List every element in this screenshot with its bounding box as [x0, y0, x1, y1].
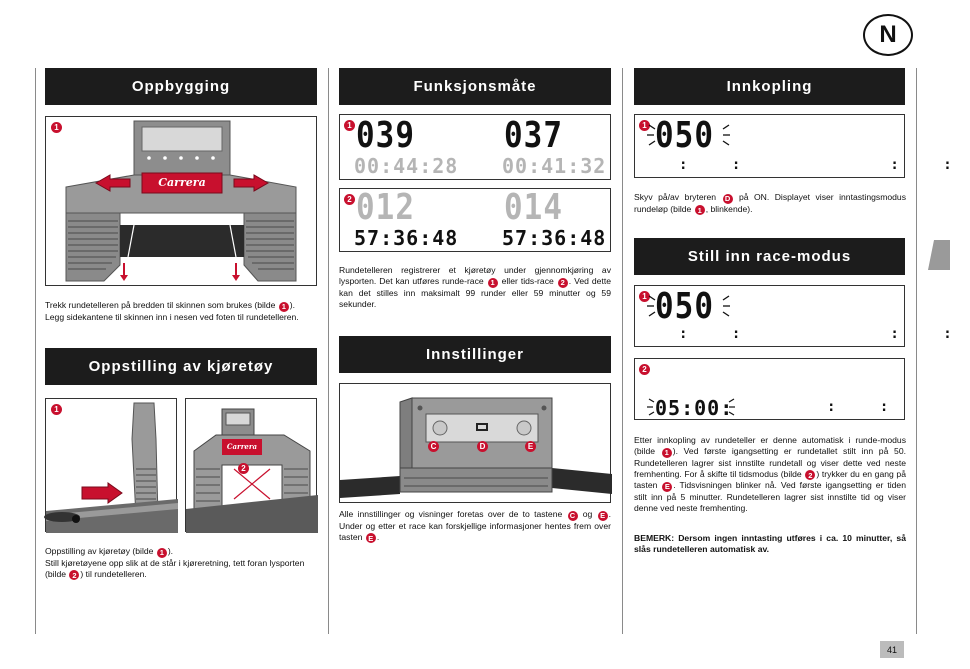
button-d-badge: D — [477, 441, 488, 452]
lap-counter-illustration — [46, 117, 318, 287]
figure-number: 1 — [51, 122, 62, 133]
display-separators: : : : : — [679, 326, 970, 342]
figure-number: 1 — [51, 404, 62, 415]
figure-number: 1 — [344, 120, 355, 131]
ref-badge: 1 — [662, 448, 672, 458]
time-right: 57:36:48 — [502, 226, 607, 250]
display-time-mode — [634, 358, 905, 420]
time-setting-value: 05:00: — [655, 396, 734, 420]
setup-instructions: Trekk rundetelleren på bredden til skinnen som brukes (bilde 1 ). Legg sidekantene til skinnen inn i nesen ved foten til rundetelleren. — [45, 300, 299, 322]
ref-badge: 1 — [279, 302, 289, 312]
divider — [622, 68, 623, 634]
power-on-description: Skyv på/av bryteren D på ON. Displayet viser inntastingsmodus rundeløp (bilde 1 , blinkende). — [634, 192, 906, 215]
ref-badge: 1 — [695, 205, 705, 215]
section-tab — [928, 240, 950, 270]
ref-badge: D — [723, 194, 733, 204]
display-power-on — [634, 114, 970, 178]
figure-buttons — [339, 383, 611, 503]
display-separators: : : — [827, 399, 907, 415]
note-auto-off: BEMERK: Dersom ingen inntasting utføres i ca. 10 minutter, så slås rundetelleren automatisk av. — [634, 533, 906, 554]
display-separators: : : : : — [679, 157, 970, 173]
figure-number: 2 — [238, 463, 249, 474]
ref-badge: C — [568, 511, 578, 521]
button-e-badge: E — [525, 441, 536, 452]
ref-badge: 2 — [805, 470, 815, 480]
section-header-funksjonsmate: Funksjonsmåte — [339, 68, 611, 105]
counter-closeup-illustration — [186, 399, 318, 533]
button-c-badge: C — [428, 441, 439, 452]
settings-description: Alle innstillinger og visninger foretas over de to tastene C og E . Under og etter et race kan forskjellige informasjoner hentes frem over tasten E . — [339, 509, 611, 543]
section-header-race-modus: Still inn race-modus — [634, 238, 905, 275]
ref-badge: 2 — [69, 570, 79, 580]
language-badge: N — [863, 14, 913, 56]
lap-setting-value: 050 — [655, 115, 714, 157]
car-placement-illustration — [46, 399, 178, 533]
section-header-oppbygging: Oppbygging — [45, 68, 317, 105]
display-lap-race — [339, 114, 611, 180]
divider — [328, 68, 329, 634]
time-right: 00:41:32 — [502, 154, 607, 178]
time-left: 57:36:48 — [354, 226, 459, 250]
figure-number: 1 — [639, 291, 650, 302]
divider — [916, 68, 917, 634]
car-placement-instructions: Oppstilling av kjøretøy (bilde 1 ). Still kjøretøyene opp slik at de står i kjøreretning, tett foran lysporten (bilde 2 ) til rundetelleren. — [45, 546, 305, 580]
lap-count-right: 037 — [504, 115, 563, 157]
ref-badge: E — [662, 482, 672, 492]
carrera-logo: Carrera — [158, 176, 206, 189]
divider — [35, 68, 36, 634]
figure-number: 1 — [639, 120, 650, 131]
figure-number: 2 — [639, 364, 650, 375]
figure-number: 2 — [344, 194, 355, 205]
figure-car-placement-closeup — [185, 398, 317, 532]
figure-setup — [45, 116, 317, 286]
carrera-logo: Carrera — [226, 442, 258, 451]
page-number: 41 — [880, 641, 904, 658]
lap-count-left: 039 — [356, 115, 415, 157]
ref-badge: 1 — [157, 548, 167, 558]
function-description: Rundetelleren registrerer et kjøretøy under gjennomkjøring av lysporten. Det kan utføres runde-race 1 eller tids-race 2 . Ved dette kan det stilles inn maksimalt 99 runder eller 59 minutter og 59 sekunder. — [339, 265, 612, 309]
ref-badge: 2 — [558, 278, 568, 288]
section-header-innkopling: Innkopling — [634, 68, 905, 105]
race-mode-description: Etter innkopling av rundeteller er denne automatisk i runde-modus (bilde 1 ). Ved første igangsetting er rundetallet stilt inn på 50. Rundetelleren lagrer sist innstilte rundetall og viser dette ved neste fremhenting. For å skifte til tidsmodus (bilde 2 ) trykker du en gang på tasten E . Tidsvisningen blinker nå. Ved første igangsetting er tiden stilt inn på 5 minutter. Rundetelleren lagrer sist innstilte tid og viser denne ved neste fremhenting. — [634, 435, 906, 513]
lap-setting-value: 050 — [655, 286, 714, 328]
ref-badge: 1 — [488, 278, 498, 288]
section-header-innstillinger: Innstillinger — [339, 336, 611, 373]
time-left: 00:44:28 — [354, 154, 459, 178]
ref-badge: E — [366, 533, 376, 543]
section-header-oppstilling: Oppstilling av kjøretøy — [45, 348, 317, 385]
figure-car-placement — [45, 398, 177, 532]
control-panel-illustration — [340, 384, 612, 504]
display-lap-mode — [634, 285, 970, 347]
display-time-race — [339, 188, 611, 252]
lap-count-left: 012 — [356, 187, 415, 229]
lap-count-right: 014 — [504, 187, 563, 229]
ref-badge: E — [598, 511, 608, 521]
